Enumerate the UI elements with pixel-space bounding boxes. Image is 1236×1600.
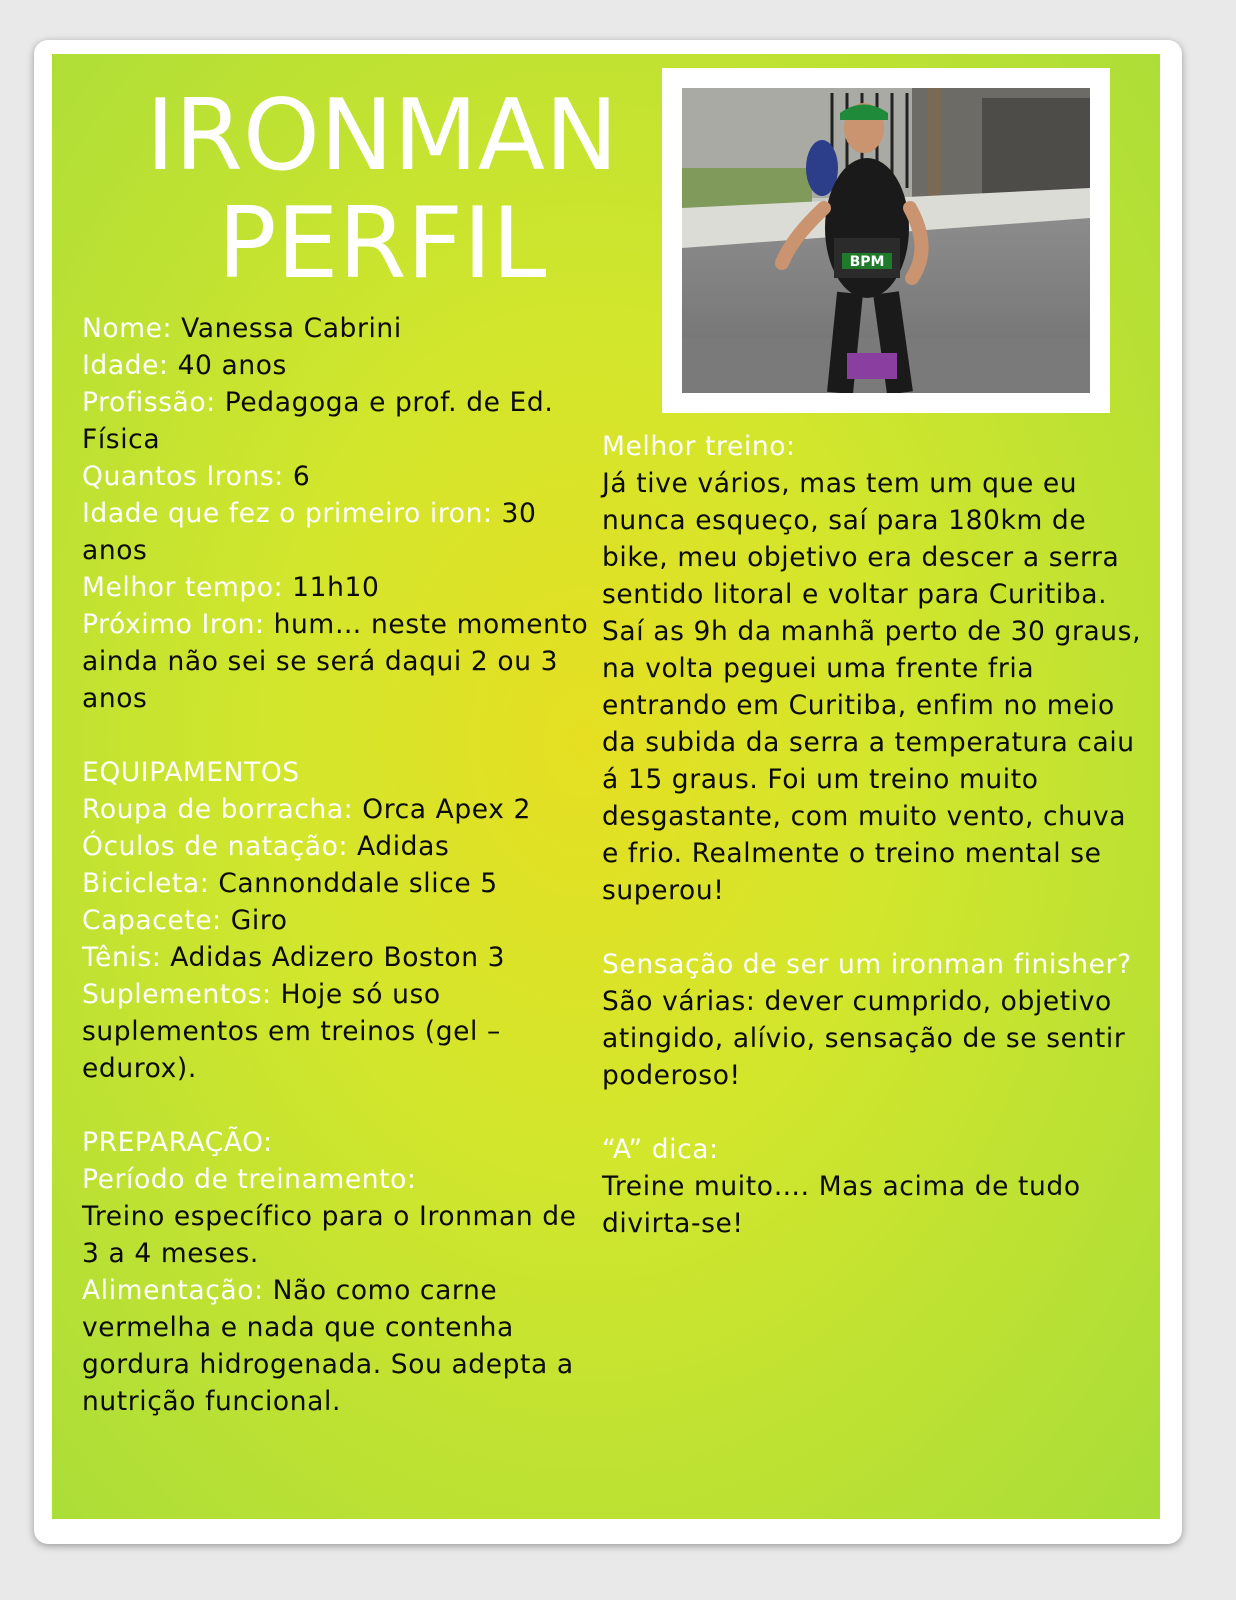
first-iron-label: Idade que fez o primeiro iron:	[82, 498, 493, 529]
tip-label: “A” dica:	[602, 1134, 719, 1165]
photo-frame	[662, 68, 1110, 413]
left-column	[82, 310, 597, 1420]
supplements-label: Suplementos:	[82, 979, 272, 1010]
spacer	[602, 909, 1142, 946]
period-label: Período de treinamento:	[82, 1164, 417, 1195]
goggles-value: Adidas	[357, 831, 450, 862]
name-value: Vanessa Cabrini	[181, 313, 402, 344]
helmet-row	[82, 902, 597, 939]
bike-label: Bicicleta:	[82, 868, 210, 899]
food-value: Não como carne vermelha e nada que contenha gordura hidrogenada. Sou adepta a nutrição funcional.	[82, 1275, 574, 1417]
bike-value: Cannonddale slice 5	[218, 868, 498, 899]
best-time-value: 11h10	[292, 572, 380, 603]
name-label: Nome:	[82, 313, 173, 344]
first-iron-value: 30 anos	[82, 498, 537, 566]
wetsuit-value: Orca Apex 2	[362, 794, 531, 825]
age-row	[82, 347, 597, 384]
irons-value: 6	[292, 461, 311, 492]
green-panel	[52, 54, 1160, 1519]
bike-row	[82, 865, 597, 902]
feeling-text: São várias: dever cumprido, objetivo atingido, alívio, sensação de se sentir poderoso!	[602, 986, 1126, 1091]
best-time-label: Melhor tempo:	[82, 572, 284, 603]
equipment-heading: EQUIPAMENTOS	[82, 757, 300, 788]
helmet-value: Giro	[230, 905, 288, 936]
shoes-value: Adidas Adizero Boston 3	[170, 942, 506, 973]
page-title	[112, 79, 652, 301]
athlete-photo-illustration	[682, 88, 1090, 393]
wetsuit-row	[82, 791, 597, 828]
spacer	[82, 717, 597, 754]
irons-row	[82, 458, 597, 495]
age-label: Idade:	[82, 350, 169, 381]
athlete-photo	[682, 88, 1090, 393]
best-training-label: Melhor treino:	[602, 431, 796, 462]
goggles-row	[82, 828, 597, 865]
next-iron-value: hum… neste momento ainda não sei se será daqui 2 ou 3 anos	[82, 609, 589, 714]
job-label: Profissão:	[82, 387, 216, 418]
helmet-label: Capacete:	[82, 905, 222, 936]
next-iron-row	[82, 606, 597, 717]
feeling-label: Sensação de ser um ironman finisher?	[602, 949, 1132, 980]
age-value: 40 anos	[177, 350, 287, 381]
spacer	[82, 1087, 597, 1124]
job-row	[82, 384, 597, 458]
food-label: Alimentação:	[82, 1275, 264, 1306]
title-line-1: IRONMAN	[145, 79, 619, 193]
right-column	[602, 428, 1142, 1242]
shoes-row	[82, 939, 597, 976]
period-value: Treino específico para o Ironman de 3 a 4 meses.	[82, 1201, 577, 1269]
title-line-2: PERFIL	[217, 187, 547, 301]
jersey-text: BPM	[849, 254, 885, 270]
job-value: Pedagoga e prof. de Ed. Física	[82, 387, 554, 455]
best-time-row	[82, 569, 597, 606]
supplements-value: Hoje só uso suplementos em treinos (gel – edurox).	[82, 979, 501, 1084]
best-training-text: Já tive vários, mas tem um que eu nunca esqueço, saí para 180km de bike, meu objetivo era descer a serra sentido litoral e voltar para Curitiba. Saí as 9h da manhã perto de 30 graus, na volta peguei uma frente fria entrando em Curitiba, enfim no meio da subida da serra a temperatura caiu á 15 graus. Foi um treino muito desgastante, com muito vento, chuva e frio. Realmente o treino mental se superou!	[602, 468, 1142, 906]
irons-label: Quantos Irons:	[82, 461, 284, 492]
supplements-row	[82, 976, 597, 1087]
spacer	[602, 1094, 1142, 1131]
profile-page	[34, 40, 1182, 1544]
name-row	[82, 310, 597, 347]
food-row	[82, 1272, 597, 1420]
tip-text: Treine muito…. Mas acima de tudo divirta-se!	[602, 1171, 1081, 1239]
first-iron-row	[82, 495, 597, 569]
wetsuit-label: Roupa de borracha:	[82, 794, 354, 825]
preparation-heading: PREPARAÇÃO:	[82, 1127, 273, 1158]
shoes-label: Tênis:	[82, 942, 162, 973]
goggles-label: Óculos de natação:	[82, 831, 348, 862]
next-iron-label: Próximo Iron:	[82, 609, 265, 640]
